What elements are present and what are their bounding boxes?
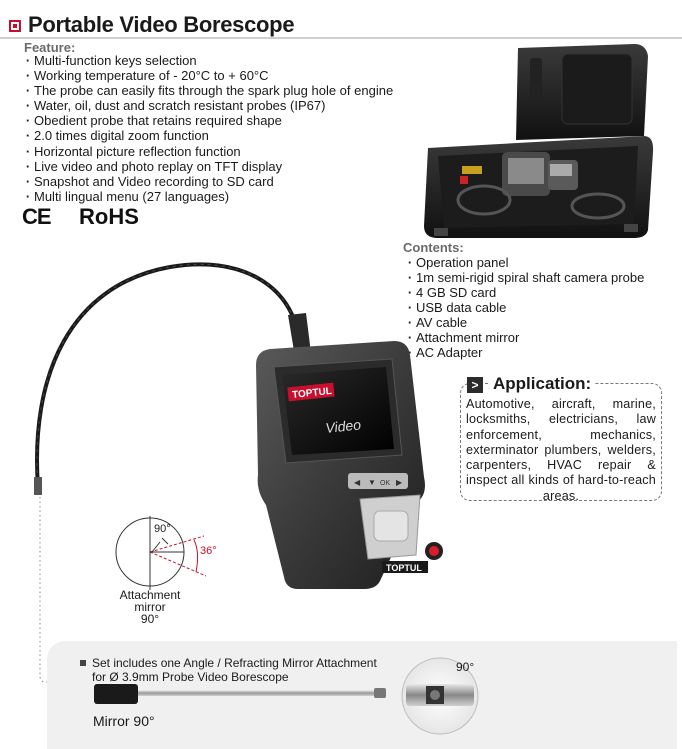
device-brand-plate: TOPTUL [386,563,422,573]
contents-item: · USB data cable [404,300,644,315]
title-bullet-icon [9,20,21,32]
caption-line: Attachment [119,588,181,602]
page-title: Portable Video Borescope [28,12,295,37]
device-button-down: ▼ [368,478,376,487]
contents-item: · AC Adapter [404,345,644,360]
contents-item: · Attachment mirror [404,330,644,345]
feature-item: · Multi-function keys selection [22,53,393,68]
set-line: for Ø 3.9mm Probe Video Borescope [92,670,289,684]
mirror-label: Mirror 90° [93,713,155,729]
device-button-right: ▶ [396,478,403,487]
square-bullet-icon [80,660,86,666]
feature-item: · Live video and photo replay on TFT display [22,159,393,174]
screen-brand-logo: TOPTUL [291,385,333,401]
feature-item: · Snapshot and Video recording to SD card [22,174,393,189]
mirror-rod-photo [90,680,390,710]
application-text: Automotive, aircraft, marine, locksmiths, electricians, law enforcement, mechanics, exterminator plumbers, welders, carpenters, HVAC repair & inspect all kinds of hard-to-reach areas. [466,397,656,503]
ce-mark: CE [22,204,51,229]
title-divider [0,37,682,39]
rohs-mark: RoHS [79,204,139,229]
contents-heading: Contents: [403,240,464,255]
feature-item: · Water, oil, dust and scratch resistant probes (IP67) [22,98,393,113]
carry-case-photo [398,40,660,240]
feature-item: · Obedient probe that retains required shape [22,113,393,128]
device-button-left: ◀ [354,478,361,487]
screen-video-text: Video [324,416,362,436]
feature-item: · Multi lingual menu (27 languages) [22,189,393,204]
application-heading: Application: [489,374,595,394]
feature-item: · Horizontal picture reflection function [22,144,393,159]
contents-item: · 1m semi-rigid spiral shaft camera probe [404,270,644,285]
set-line: Set includes one Angle / Refracting Mirror Attachment [92,656,377,670]
contents-item: · 4 GB SD card [404,285,644,300]
chevron-right-icon: > [467,377,483,393]
contents-item: · Operation panel [404,255,644,270]
attachment-caption [100,589,200,625]
features-heading: Feature: [24,40,76,55]
angle-36-label: 36° [200,545,217,557]
feature-item: · Working temperature of - 20°C to + 60°C [22,68,393,83]
angle-90-label: 90° [154,523,171,535]
feature-item: · 2.0 times digital zoom function [22,128,393,143]
contents-item: · AV cable [404,315,644,330]
features-list [22,53,393,204]
closeup-angle-label: 90° [456,660,475,674]
feature-item: · The probe can easily fits through the spark plug hole of engine [22,83,393,98]
caption-line: mirror [134,600,166,614]
borescope-device-photo [30,255,470,590]
device-button-ok: OK [380,480,391,487]
mirror-angle-diagram [108,512,228,596]
caption-line: 90° [140,612,160,626]
